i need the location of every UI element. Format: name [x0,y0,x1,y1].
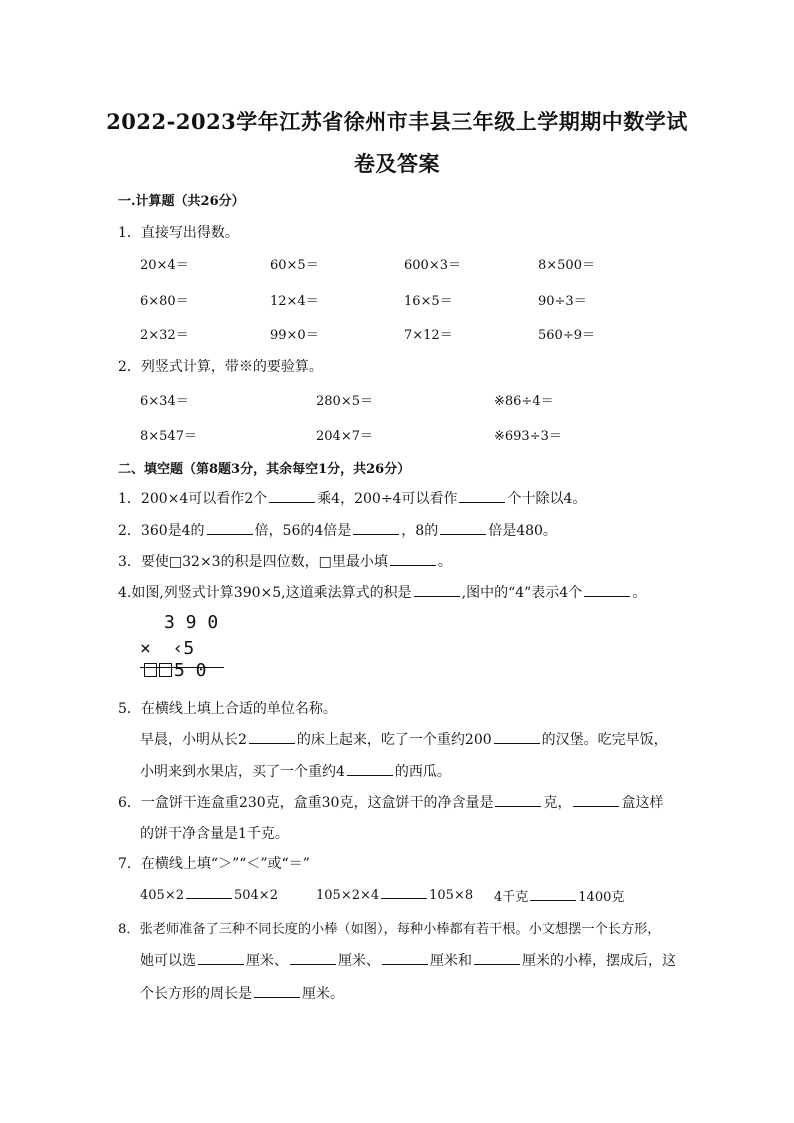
section-heading-calculation: 一.计算题（共26分） [118,194,245,209]
answer-blank[interactable] [353,522,399,535]
answer-blank[interactable] [474,952,520,965]
question-5-line-1: 早晨，小明从长2 的床上起来，吃了一个重约200 的汉堡。吃完早饭， [140,732,668,748]
calc-item: 7×12＝ [404,328,453,343]
answer-blank[interactable] [414,584,460,597]
fill-question-3: 3．要使□32×3的积是四位数，□里最小填 。 [118,554,452,570]
calc-item: 16×5＝ [404,294,453,309]
vertical-calc-item: ※693÷3＝ [494,429,562,444]
answer-blank[interactable] [249,731,295,744]
calc-item: 8×500＝ [538,258,595,273]
compare-item-3: 4千克 1400克 [494,890,625,905]
section-heading-fill-blank: 二、填空题（第8题3分，其余每空1分，共26分） [118,462,411,477]
answer-blank[interactable] [584,584,630,597]
answer-blank[interactable] [347,763,393,776]
compare-item-2: 105×2×4 105×8 [316,888,474,903]
figure-product: 5 0 [144,660,207,681]
calc-item: 12×4＝ [270,294,319,309]
calc-item: 99×0＝ [270,328,319,343]
figure-multiplier: × ‹5 [140,638,195,659]
fill-question-4: 4.如图,列竖式计算390×5,这道乘法算式的积是 ,图中的“4”表示4个 。 [118,585,647,601]
page-title: 2022-2023学年江苏省徐州市丰县三年级上学期期中数学试 [106,109,688,134]
answer-blank[interactable] [269,490,315,503]
question-5-line-2: 小明来到水果店，买了一个重约4 的西瓜。 [140,764,451,780]
page-title-continued: 卷及答案 [354,151,440,176]
vertical-calc-item: 280×5＝ [316,394,373,409]
question-2-stem: 2．列竖式计算，带※的要验算。 [118,359,323,375]
answer-blank[interactable] [290,952,336,965]
vertical-calc-item: 204×7＝ [316,429,373,444]
calc-item: 600×3＝ [404,258,461,273]
answer-blank[interactable] [459,490,505,503]
missing-digit-box [159,663,172,677]
missing-digit-box [144,663,157,677]
answer-blank[interactable] [254,985,300,998]
calc-item: 90÷3＝ [538,294,587,309]
answer-blank[interactable] [390,553,436,566]
fill-question-8-line-3: 个长方形的周长是 厘米。 [140,986,344,1002]
figure-top-number: 3 9 0 [164,612,219,633]
compare-blank[interactable] [381,886,427,899]
answer-blank[interactable] [494,731,540,744]
compare-item-1: 405×2 504×2 [140,888,278,903]
calc-item: 60×5＝ [270,258,319,273]
compare-blank[interactable] [186,886,232,899]
fill-question-8-line-1: 8．张老师准备了三种不同长度的小棒（如图），每种小棒都有若干根。小文想摆一个长方形， [118,922,661,937]
fill-question-6-continued: 的饼干净含量是1千克。 [140,826,289,842]
answer-blank[interactable] [382,952,428,965]
question-5-stem: 5．在横线上填上合适的单位名称。 [118,701,337,717]
calc-item: 2×32＝ [140,328,189,343]
vertical-calc-item: ※86÷4＝ [494,394,554,409]
question-1-stem: 1．直接写出得数。 [118,225,239,241]
answer-blank[interactable] [207,522,253,535]
question-7-stem: 7．在横线上填“＞”“＜”或“＝” [118,856,310,872]
compare-blank[interactable] [530,888,576,901]
fill-question-1: 1．200×4可以看作2个 乘4，200÷4可以看作 个十除以4。 [118,491,587,507]
fill-question-8-line-2: 她可以选 厘米、 厘米、 厘米和 厘米的小棒，摆成后，这 [140,953,676,969]
vertical-calc-item: 8×547＝ [140,429,197,444]
answer-blank[interactable] [198,952,244,965]
vertical-multiplication-figure [140,612,230,682]
calc-item: 6×80＝ [140,294,189,309]
answer-blank[interactable] [495,794,541,807]
vertical-calc-item: 6×34＝ [140,394,189,409]
calc-item: 560÷9＝ [538,328,595,343]
answer-blank[interactable] [573,794,619,807]
fill-question-6: 6．一盒饼干连盒重230克，盒重30克，这盒饼干的净含量是 克， 盒这样 [118,795,664,811]
answer-blank[interactable] [440,522,486,535]
calc-item: 20×4＝ [140,258,189,273]
fill-question-2: 2．360是4的 倍，56的4倍是 ，8的 倍是480。 [118,523,557,539]
